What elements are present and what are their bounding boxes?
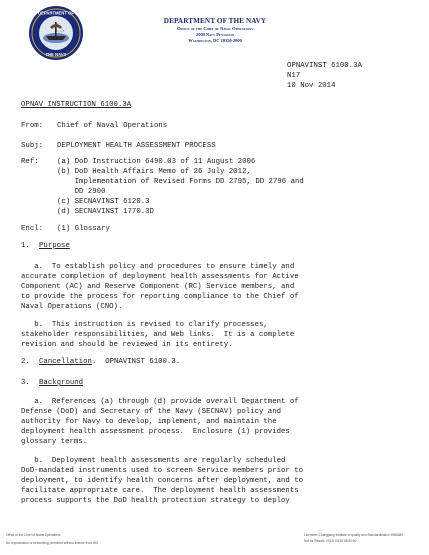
paragraph-line: Component (AC) and Reserve Component (RC) Service members, and: [21, 283, 295, 291]
paragraph-line: process supports the DoD health protection strategy to deploy: [21, 497, 290, 505]
svg-text:THE NAVY: THE NAVY: [45, 52, 67, 57]
paragraph-line: stakeholder responsibilities, and Web links. It is a complete: [21, 331, 295, 339]
subj-value: DEPLOYMENT HEALTH ASSESSMENT PROCESS: [57, 142, 216, 150]
paragraph-line: Defense (DoD) and Secretary of the Navy (SECNAV) policy and: [21, 408, 282, 416]
paragraph-line: facilitate appropriate care. The deployment health assessments: [21, 487, 299, 495]
footer-right-line-2: Not for Resale, 2015/ 03/28 08:50:50: [304, 539, 357, 543]
section-number: 2.: [21, 358, 30, 366]
paragraph-line: accurate completion of deployment health assessments for Active: [21, 273, 299, 281]
ref-item: (b) DoD Health Affairs Memo of 26 July 2012,: [57, 168, 251, 176]
ident-date: 10 Nov 2014: [287, 82, 336, 90]
paragraph-line: deployment health assessment process. Enclosure (1) provides: [21, 428, 290, 436]
paragraph-line: b. Deployment health assessments are regularly scheduled: [21, 457, 286, 465]
section-number: 1.: [21, 242, 30, 250]
footer-left-line-1: Office of the Chief of Naval Operations: [6, 533, 61, 537]
paragraph-line: b. This instruction is revised to clarify processes,: [21, 321, 268, 329]
from-label: From:: [21, 122, 44, 130]
letterhead-address-line-2: Washington, DC 20350-2000: [188, 38, 242, 43]
ref-label: Ref:: [21, 158, 39, 166]
ref-item: (c) SECNAVINST 6120.3: [57, 198, 150, 206]
from-value: Chief of Naval Operations: [57, 122, 168, 130]
navy-seal-icon: [28, 5, 84, 61]
footer-right-line-1: Licensee=Changjiang Institute of quality and Standardization 5986380: [304, 533, 403, 537]
paragraph-line: DoD-mandated instruments used to screen Service members prior to: [21, 467, 304, 475]
paragraph-line: Naval Operations (CNO).: [21, 303, 123, 311]
paragraph-line: glossary terms.: [21, 438, 88, 446]
paragraph-line: revision and should be reviewed in its entirety.: [21, 341, 233, 349]
ref-item: Implementation of Revised Forms DD 2795, DD 2796 and: [57, 178, 304, 186]
footer-left-line-2: No reproduction or networking permitted without license from IHS: [6, 541, 99, 545]
subj-label: Subj:: [21, 142, 44, 150]
paragraph-line: deployment, to identify health concerns after deployment, and to: [21, 477, 304, 485]
paragraph-line: to provide the process for reporting compliance to the Chief of: [21, 293, 299, 301]
ref-item: DD 2900: [57, 188, 106, 196]
encl-value: (1) Glossary: [57, 225, 110, 233]
encl-label: Encl:: [21, 225, 44, 233]
svg-text:DEPARTMENT OF: DEPARTMENT OF: [38, 10, 74, 16]
section-title-purpose: Purpose: [39, 242, 70, 250]
letterhead-department: DEPARTMENT OF THE NAVY: [163, 17, 267, 25]
paragraph-line: a. References (a) through (d) provide overall Department of: [21, 398, 299, 406]
ident-number: OPNAVINST 6100.3A: [287, 62, 362, 70]
ident-code: N17: [287, 72, 301, 80]
letterhead-address-line-1: 2000 Navy Pentagon: [196, 32, 234, 37]
ref-item: (d) SECNAVINST 1770.3D: [57, 208, 154, 216]
paragraph-line: authority for Navy to develop, implement, and maintain the: [21, 418, 277, 426]
section-number: 3.: [21, 379, 30, 387]
cancellation-text: . OPNAVINST 6100.3.: [92, 358, 181, 366]
ref-item: (a) DoD Instruction 6490.03 of 11 August 2006: [57, 158, 256, 166]
section-title-cancellation: Cancellation: [39, 358, 92, 366]
section-title-background: Background: [39, 379, 84, 387]
letterhead-office: Office of the Chief of Naval Operations: [177, 26, 253, 31]
paragraph-line: a. To establish policy and procedures to ensure timely and: [21, 263, 295, 271]
instruction-title: OPNAV INSTRUCTION 6100.3A: [21, 101, 132, 109]
